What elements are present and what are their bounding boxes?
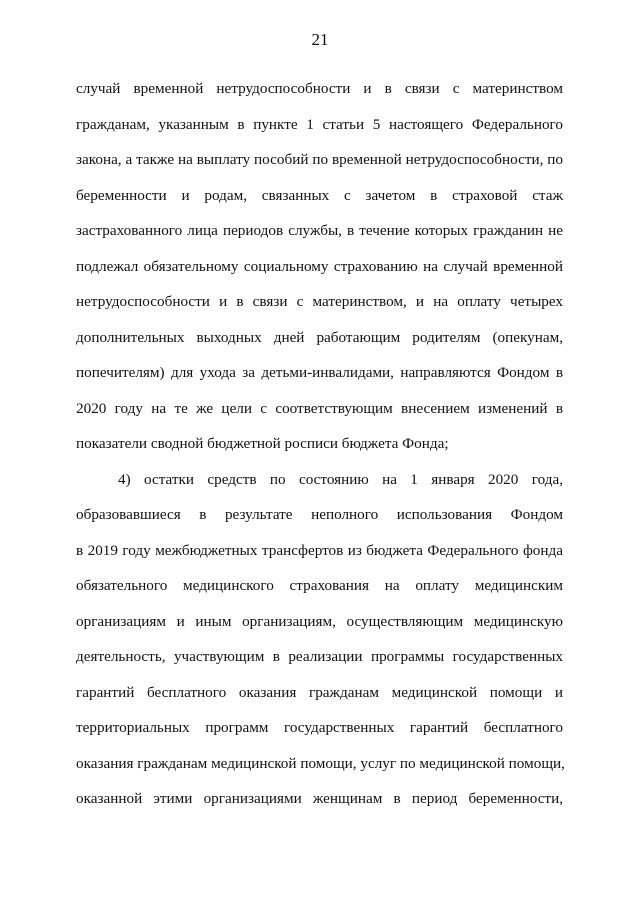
text-line: оказания гражданам медицинской помощи, услуг по медицинской помощи, [76,754,565,772]
text-line: беременности и родам, связанных с зачетом в страховой стаж [76,186,563,204]
text-line: дополнительных выходных дней работающим родителям (опекунам, [76,328,563,346]
text-line: нетрудоспособности и в связи с материнством, и на оплату четырех [76,293,563,310]
text-line: территориальных программ государственных гарантий бесплатного [76,719,563,736]
text-line: образовавшиеся в результате неполного использования Фондом [76,506,563,523]
page-number: 21 [311,30,329,49]
text-line: гарантий бесплатного оказания гражданам медицинской помощи и [76,683,563,701]
text-line: 4) остатки средств по состоянию на 1 января 2020 года, [118,470,563,488]
text-line: закона, а также на выплату пособий по временной нетрудоспособности, по [76,151,563,168]
text-line: подлежал обязательному социальному страхованию на случай временной [76,257,563,275]
text-line: гражданам, указанным в пункте 1 статьи 5 настоящего Федерального [76,115,563,133]
text-line: застрахованного лица периодов службы, в течение которых гражданин не [76,222,563,239]
text-line: обязательного медицинского страхования на оплату медицинским [76,577,563,594]
document-body [76,71,563,817]
text-line: в 2019 году межбюджетных трансфертов из бюджета Федерального фонда [76,541,563,559]
text-line: попечителям) для ухода за детьми-инвалидами, направляются Фондом в [76,364,563,381]
text-line: 2020 году на те же цели с соответствующим внесением изменений в [76,399,563,417]
text-line: деятельность, участвующим в реализации программы государственных [76,648,563,665]
text-line: показатели сводной бюджетной росписи бюджета Фонда; [76,435,449,452]
text-line: организациям и иным организациям, осуществляющим медицинскую [76,612,563,630]
text-line: случай временной нетрудоспособности и в связи с материнством [76,80,563,97]
text-line: оказанной этими организациями женщинам в период беременности, [76,790,563,807]
